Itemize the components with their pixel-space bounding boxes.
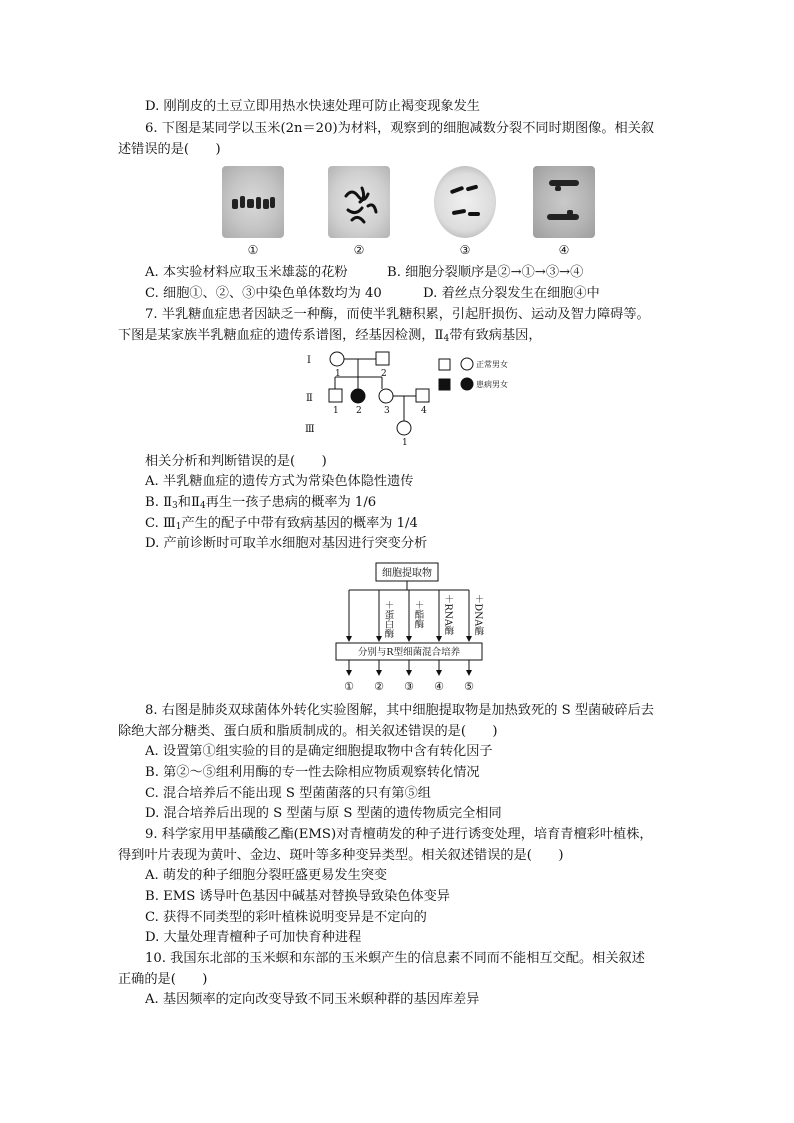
gen-I-label: Ⅰ — [307, 355, 311, 366]
q7-option-c-b: 产生的配子中带有致病基因的概率为 1/4 — [181, 516, 418, 531]
pedigree-I2-male — [376, 352, 389, 365]
q9-option-d: D. 大量处理青檀种子可加快育种进程 — [145, 930, 362, 945]
q7-option-b-sub2: 4 — [199, 501, 206, 511]
q7-question: 相关分析和判断错误的是( ) — [145, 454, 327, 469]
q6-stem-line1: 6. 下图是某同学以玉米(2n＝20)为材料，观察到的细胞减数分裂不同时期图像。相关叙 — [145, 121, 655, 136]
legend-normal-label: 正常男女 — [476, 360, 508, 369]
pedigree-II4-male — [416, 389, 429, 402]
q7-option-d: D. 产前诊断时可取羊水细胞对基因进行突变分析 — [145, 536, 428, 551]
q8-stem-line1: 8. 右图是肺炎双球菌体外转化实验图解，其中细胞提取物是加热致死的 S 型菌破碎后去 — [145, 703, 654, 718]
enzyme-rnase: ＋RNA酶 — [442, 594, 454, 636]
q8-stem-line2: 除绝大部分糖类、蛋白质和脂质制成的。相关叙述错误的是( ) — [118, 724, 498, 739]
q7-option-b-sub1: 3 — [172, 501, 178, 511]
q8-option-b: B. 第②～⑤组利用酶的专一性去除相应物质观察转化情况 — [145, 765, 480, 780]
q6-option-b: B. 细胞分裂顺序是②→①→③→④ — [387, 265, 584, 280]
transformation-flow-diagram — [330, 560, 490, 695]
micrograph-4 — [533, 166, 595, 238]
group-label-1: ① — [344, 680, 354, 693]
micrograph-label-1: ① — [247, 243, 259, 257]
q9-stem-line1: 9. 科学家用甲基磺酸乙酯(EMS)对青檀萌发的种子进行诱变处理，培育青檀彩叶植株， — [145, 827, 653, 842]
micrograph-1-chromosomes — [222, 166, 284, 238]
micrograph-2 — [328, 166, 390, 238]
q7-option-a: A. 半乳糖血症的遗传方式为常染色体隐性遗传 — [145, 474, 414, 489]
micrograph-label-4: ④ — [558, 243, 570, 257]
q7-option-b-b: 和Ⅱ — [177, 495, 200, 510]
legend-affected-label: 患病男女 — [476, 380, 508, 389]
num-I2: 2 — [381, 369, 387, 379]
pedigree-I1-female — [330, 352, 344, 366]
enzyme-dnase: ＋DNA酶 — [472, 594, 484, 636]
pedigree-III1-female — [397, 421, 411, 435]
pedigree-II3-female — [379, 389, 393, 403]
pedigree-chart — [295, 346, 535, 448]
q6-option-a: A. 本实验材料应取玉米雄蕊的花粉 — [145, 265, 348, 280]
q6-stem-line2: 述错误的是( ) — [118, 142, 221, 157]
q7-option-b-c: 再生一孩子患病的概率为 1/6 — [205, 495, 377, 510]
q6-option-d: D. 着丝点分裂发生在细胞④中 — [423, 286, 600, 301]
micrograph-3-chromosomes — [434, 166, 496, 238]
q9-stem-line2: 得到叶片表现为黄叶、金边、斑叶等多种变异类型。相关叙述错误的是( ) — [118, 848, 564, 863]
q9-option-a: A. 萌发的种子细胞分裂旺盛更易发生突变 — [145, 868, 388, 883]
gen-III-label: Ⅲ — [305, 424, 315, 435]
group-label-4: ④ — [434, 680, 444, 693]
q5-option-d: D. 刚削皮的土豆立即用热水快速处理可防止褐变现象发生 — [145, 99, 480, 114]
group-label-3: ③ — [404, 680, 414, 693]
q10-stem-line2: 正确的是( ) — [118, 972, 208, 987]
culture-label: 分别与R型细菌混合培养 — [357, 647, 461, 658]
group-label-5: ⑤ — [464, 680, 474, 693]
gen-II-label: Ⅱ — [306, 393, 313, 404]
legend-affected-male-icon — [439, 379, 450, 390]
q8-option-d: D. 混合培养后出现的 S 型菌与原 S 型菌的遗传物质完全相同 — [145, 806, 502, 821]
q7-stem-line2-a: 下图是某家族半乳糖血症的遗传系谱图，经基因检测，Ⅱ — [118, 328, 444, 343]
num-II3: 3 — [384, 406, 390, 416]
q6-option-c: C. 细胞①、②、③中染色单体数均为 40 — [145, 286, 382, 301]
q7-stem-line2-sub: 4 — [443, 334, 450, 344]
num-I1: 1 — [335, 369, 341, 379]
micrograph-label-3: ③ — [459, 243, 471, 257]
q7-option-b-a: B. Ⅱ — [145, 495, 173, 510]
legend-normal-female-icon — [461, 358, 473, 370]
legend-normal-male-icon — [439, 359, 450, 370]
micrograph-label-2: ② — [353, 243, 365, 257]
pedigree-II1-male — [329, 389, 342, 402]
pedigree-II2-affected-female — [351, 389, 365, 403]
q7-stem-line1: 7. 半乳糖血症患者因缺乏一种酶，而使半乳糖积累，引起肝损伤、运动及智力障碍等。 — [145, 307, 650, 322]
q7-option-c-a: C. Ⅲ — [145, 516, 176, 531]
q10-stem-line1: 10. 我国东北部的玉米螟和东部的玉米螟产生的信息素不同而不能相互交配。相关叙述 — [145, 951, 645, 966]
legend-affected-female-icon — [461, 378, 473, 390]
q10-option-a: A. 基因频率的定向改变导致不同玉米螟种群的基因库差异 — [145, 992, 480, 1007]
group-label-2: ② — [374, 680, 384, 693]
q9-option-b: B. EMS 诱导叶色基因中碱基对替换导致染色体变异 — [145, 889, 450, 904]
q7-option-b — [145, 493, 376, 516]
num-III1: 1 — [402, 438, 408, 448]
micrograph-2-chromosomes — [328, 166, 390, 238]
extract-label: 细胞提取物 — [382, 568, 432, 579]
q9-option-c: C. 获得不同类型的彩叶植株说明变异是不定向的 — [145, 910, 427, 925]
enzyme-esterase: ＋酯酶 — [412, 600, 424, 629]
q7-stem-line2-b: 带有致病基因， — [449, 328, 542, 343]
q8-option-c: C. 混合培养后不能出现 S 型菌菌落的只有第⑤组 — [145, 786, 431, 801]
q8-option-a: A. 设置第①组实验的目的是确定细胞提取物中含有转化因子 — [145, 744, 493, 759]
q7-option-c-sub: 1 — [175, 522, 182, 532]
enzyme-protease: ＋蛋白酶 — [382, 600, 394, 638]
micrograph-4-chromosomes — [533, 166, 595, 238]
micrograph-1 — [222, 166, 284, 238]
micrograph-3 — [434, 166, 496, 238]
num-II1: 1 — [333, 406, 339, 416]
num-II4: 4 — [421, 406, 427, 416]
num-II2: 2 — [356, 406, 362, 416]
